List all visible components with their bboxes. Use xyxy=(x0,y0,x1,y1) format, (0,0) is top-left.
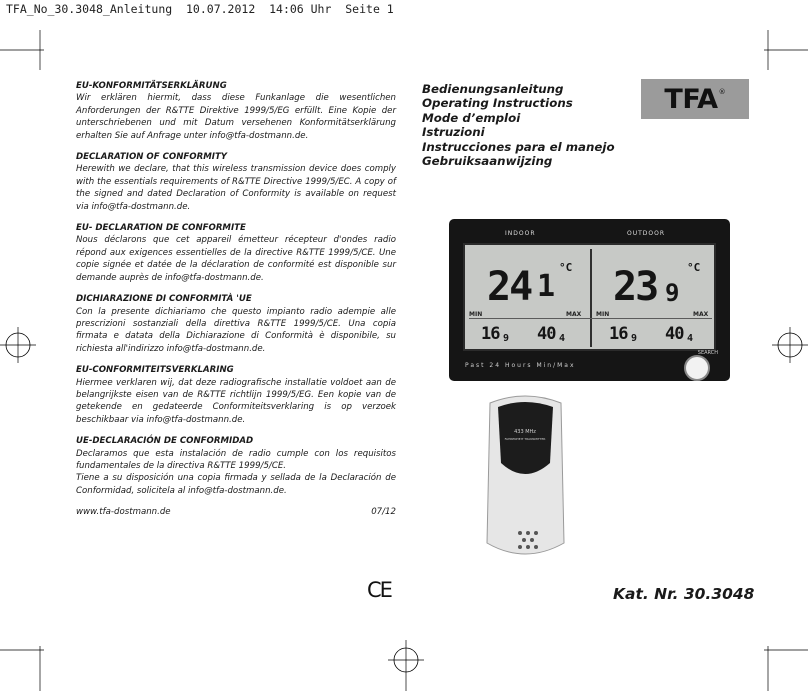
print-header-line: TFA_No_30.3048_Anleitung 10.07.2012 14:06 Uhr Seite 1 xyxy=(6,2,394,16)
ce-mark: CE xyxy=(367,578,391,602)
crop-mark-top-left xyxy=(0,30,60,70)
declaration-it xyxy=(76,293,396,355)
indoor-min-temp: 16 xyxy=(481,324,500,344)
date-code: 07/12 xyxy=(371,507,396,518)
declaration-body: Declaramos que esta instalación de radio cumple con los requisitos fundamentales de la directiva R&TTE 1999/5/CE. Tiene a su disposición una copia firmada y sellada de la Declaración de Conformidad, solicitela al info@tfa-dostmann.de. xyxy=(76,448,396,496)
declaration-body: Wir erklären hiermit, dass diese Funkanlage die wesentlichen Anforderungen der R&TTE Direktive 1999/5/EG erfüllt. Eine Kopie der unterschriebenen und mit Datum versehenen Konformitätserklärung erhalten Sie auf Anfrage unter info@tfa-dostmann.de. xyxy=(76,93,396,141)
sensor-model-text: FAHRENHEIT TRANSMITTER xyxy=(504,437,546,441)
crop-mark-top-right xyxy=(764,30,808,70)
declaration-body: Herewith we declare, that this wireless transmission device does comply with the essentials requirements of R&TTE Directive 1999/5/EC. A copy of the signed and dated Declaration of Conformity is available on request via info@tfa-dostmann.de. xyxy=(76,164,396,212)
search-button[interactable] xyxy=(684,355,710,381)
indoor-min-label: MIN xyxy=(469,311,483,318)
declaration-title: DICHIARAZIONE DI CONFORMITÀ 'UE xyxy=(76,294,252,305)
indoor-min-temp-decimal: 9 xyxy=(503,333,510,344)
lcd-divider xyxy=(590,249,592,347)
crop-mark-bottom-right xyxy=(764,628,808,691)
indoor-max-value-decimal: 4 xyxy=(559,333,566,344)
indoor-temp-unit: °C xyxy=(559,261,573,274)
weather-station-image xyxy=(449,219,730,381)
outdoor-temperature: 23 xyxy=(613,264,658,310)
sensor-brand-text: 433 MHz xyxy=(514,429,536,435)
outdoor-label: OUTDOOR xyxy=(627,230,666,237)
registration-mark-bottom xyxy=(386,640,426,691)
outdoor-sensor-image xyxy=(484,393,567,559)
declaration-title: EU-CONFORMITEITSVERKLARING xyxy=(76,365,234,376)
indoor-temperature-decimal: 1 xyxy=(537,269,554,304)
search-label: SEARCH xyxy=(697,350,718,356)
outdoor-min-temp-decimal: 9 xyxy=(631,333,638,344)
lcd-divider xyxy=(469,318,712,319)
outdoor-max-value-decimal: 4 xyxy=(687,333,694,344)
outdoor-min-label: MIN xyxy=(596,311,610,318)
declaration-title: EU-KONFORMITÄTSERKLÄRUNG xyxy=(76,81,227,91)
declaration-body: Hiermee verklaren wij, dat deze radiografische installatie voldoet aan de belangrijkste eisen van de R&TTE richtlijn 1999/5/EG. Een kopie van de getekende en gedateerde Conformiteitsverklaring is op verzoek beschikbaar via info@tfa-dostmann.de. xyxy=(76,377,396,425)
declaration-de xyxy=(76,80,396,142)
registration-mark-right xyxy=(770,325,808,365)
registration-mark-left xyxy=(0,325,40,365)
brand-name: TFA xyxy=(664,83,718,115)
title-es: Instrucciones para el manejo xyxy=(422,139,615,154)
declaration-title: UE-DECLARACIÓN DE CONFORMIDAD xyxy=(76,436,254,447)
manual-titles xyxy=(422,82,615,168)
indoor-max-label: MAX xyxy=(566,311,582,318)
tfa-logo xyxy=(641,79,749,119)
outdoor-temperature-decimal: 9 xyxy=(665,279,678,307)
declaration-title: EU- DECLARATION DE CONFORMITE xyxy=(76,223,246,234)
indoor-temperature: 24 xyxy=(487,264,532,310)
title-de: Bedienungsanleitung xyxy=(422,82,564,96)
declaration-body: Con la presente dichiariamo che questo impianto radio adempie alle prescrizioni sostanziali della direttiva R&TTE 1999/5/CE. Una copia firmata e datata della Dichiarazione di Conformità è disponibile, su richiesta all'indirizzo info@tfa-dostmann.de. xyxy=(76,306,396,354)
past-24-hours-label: Past 24 Hours Min/Max xyxy=(465,362,576,369)
crop-mark-bottom-left xyxy=(0,628,60,691)
lcd-display xyxy=(463,243,716,351)
title-nl: Gebruiksaanwijzing xyxy=(422,154,553,169)
title-en: Operating Instructions xyxy=(422,96,573,111)
registered-mark: ® xyxy=(718,88,726,96)
indoor-max-value: 40 xyxy=(537,324,556,344)
website-link[interactable]: www.tfa-dostmann.de xyxy=(76,507,171,518)
outdoor-min-temp: 16 xyxy=(609,324,628,344)
indoor-label: INDOOR xyxy=(505,230,536,237)
declaration-fr xyxy=(76,222,396,284)
footer-row xyxy=(76,506,396,518)
outdoor-max-value: 40 xyxy=(665,324,684,344)
declaration-nl xyxy=(76,364,396,426)
title-it: Istruzioni xyxy=(422,125,485,140)
declaration-body: Nous déclarons que cet appareil émetteur récepteur d'ondes radio répond aux exigences essentielles de la directive R&TTE 1999/5/CE. Une copie signée et datée de la déclaration de conformité est disponible sur demande auprès de info@tfa-dostmann.de. xyxy=(76,235,396,283)
title-fr: Mode d’emploi xyxy=(422,110,521,125)
outdoor-max-label: MAX xyxy=(693,311,709,318)
declarations-column xyxy=(76,80,396,519)
catalog-number: Kat. Nr. 30.3048 xyxy=(613,585,755,603)
declaration-en xyxy=(76,151,396,213)
declaration-title: DECLARATION OF CONFORMITY xyxy=(76,152,228,163)
outdoor-temp-unit: °C xyxy=(687,261,701,274)
declaration-es xyxy=(76,435,396,497)
